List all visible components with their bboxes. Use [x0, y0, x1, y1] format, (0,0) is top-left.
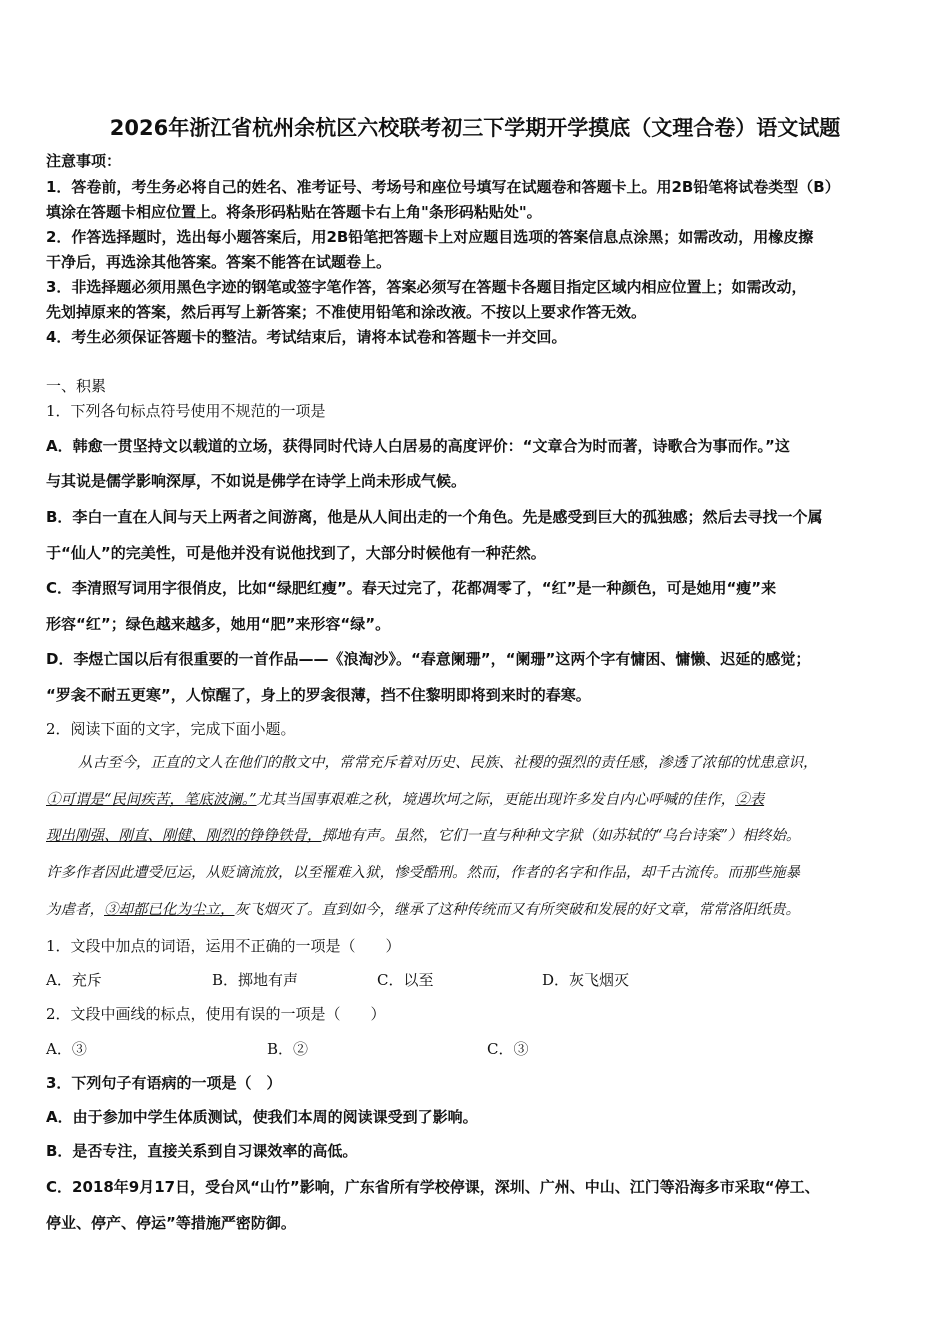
question-stem: 1．下列各句标点符号使用不规范的一项是 [46, 402, 326, 420]
passage-text: 为虐者， [46, 902, 104, 918]
passage-line [46, 900, 800, 920]
underlined-phrase-3: ③却都已化为尘立， [104, 902, 235, 918]
underlined-phrase-2: ②表 [735, 792, 765, 808]
notice-line: 3．非选择题必须用黑色字迹的钢笔或签字笔作答，答案必须写在答题卡各题目指定区域内相应位置上；如需改动， [46, 278, 807, 296]
option-line: 形容“红”；绿色越来越多，她用“肥”来形容“绿”。 [46, 615, 391, 633]
section-heading: 一、积累 [46, 377, 107, 395]
option-line: 与其说是儒学影响深厚，不如说是佛学在诗学上尚未形成气候。 [46, 472, 467, 490]
passage-text: 掷地有声。虽然，它们一直与种种文字狱（如苏轼的“乌台诗案”）相终始。 [321, 828, 801, 844]
question-stem: 2．阅读下面的文字，完成下面小题。 [46, 720, 296, 738]
notice-line: 干净后，再选涂其他答案。答案不能答在试题卷上。 [46, 253, 392, 271]
option-d[interactable]: D．灰飞烟灭 [542, 971, 630, 989]
option-b[interactable]: B．掷地有声 [212, 971, 299, 989]
question-stem: 3．下列句子有语病的一项是（ ） [46, 1074, 282, 1092]
option-line: C．2018年9月17日，受台风“山竹”影响，广东省所有学校停课，深圳、广州、中山、江门等沿海多市采取“停工、 [46, 1178, 820, 1196]
option-a[interactable]: A．③ [46, 1040, 87, 1058]
notice-line: 先划掉原来的答案，然后再写上新答案；不准使用铅笔和涂改液。不按以上要求作答无效。 [46, 303, 647, 321]
option-line: “罗衾不耐五更寒”，人惊醒了，身上的罗衾很薄，挡不住黎明即将到来时的春寒。 [46, 686, 591, 704]
notice-line: 1．答卷前，考生务必将自己的姓名、准考证号、考场号和座位号填写在试题卷和答题卡上。用2B铅笔将试卷类型（B） [46, 178, 840, 196]
option-line: 停业、停产、停运”等措施严密防御。 [46, 1214, 296, 1232]
option-c[interactable]: C．③ [487, 1040, 529, 1058]
notice-line: 填涂在答题卡相应位置上。将条形码粘贴在答题卡右上角"条形码粘贴处"。 [46, 203, 542, 221]
passage-line [46, 790, 764, 810]
page-title: 2026年浙江省杭州余杭区六校联考初三下学期开学摸底（文理合卷）语文试题 [109, 116, 841, 140]
option-c[interactable]: C．以至 [377, 971, 434, 989]
passage-text: 灰飞烟灭了。直到如今，继承了这种传统而又有所突破和发展的好文章，常常洛阳纸贵。 [234, 902, 800, 918]
sub-question-stem: 2．文段中画线的标点，使用有误的一项是（ ） [46, 1005, 386, 1023]
option-line: A．由于参加中学生体质测试，使我们本周的阅读课受到了影响。 [46, 1108, 478, 1126]
underlined-phrase-2-cont: 现出刚强、刚直、刚健、刚烈的铮铮铁骨， [46, 828, 322, 844]
option-line: C．李清照写词用字很俏皮，比如“绿肥红瘦”。春天过完了，花都凋零了，“红”是一种颜色，可是她用“瘦”来 [46, 579, 777, 597]
option-b[interactable]: B．② [267, 1040, 309, 1058]
notice-line: 2．作答选择题时，选出每小题答案后，用2B铅笔把答题卡上对应题目选项的答案信息点涂黑；如需改动，用橡皮擦 [46, 228, 814, 246]
option-line: B．李白一直在人间与天上两者之间游离，他是从人间出走的一个角色。先是感受到巨大的孤独感；然后去寻找一个属 [46, 508, 823, 526]
passage-text: 尤其当国事艰难之秋，境遇坎坷之际，更能出现许多发自内心呼喊的佳作， [256, 792, 736, 808]
option-line: 于“仙人”的完美性，可是他并没有说他找到了，大部分时候他有一种茫然。 [46, 544, 546, 562]
passage-line [46, 826, 800, 846]
notice-line: 4．考生必须保证答题卡的整洁。考试结束后，请将本试卷和答题卡一并交回。 [46, 328, 567, 346]
sub-question-stem: 1．文段中加点的词语，运用不正确的一项是（ ） [46, 937, 401, 955]
underlined-phrase-1: ①可谓是“民间疾苦，笔底波澜。” [46, 792, 257, 808]
option-line: A．韩愈一贯坚持文以载道的立场，获得同时代诗人白居易的高度评价：“文章合为时而著，诗歌合为事而作。”这 [46, 437, 790, 455]
passage-line: 许多作者因此遭受厄运，从贬谪流放，以至罹难入狱，惨受酷刑。然而，作者的名字和作品，却千古流传。而那些施暴 [46, 865, 800, 881]
option-line: B．是否专注，直接关系到自习课效率的高低。 [46, 1142, 358, 1160]
notice-heading: 注意事项： [46, 152, 122, 170]
option-line: D．李煜亡国以后有很重要的一首作品——《浪淘沙》。“春意阑珊”，“阑珊”这两个字有慵困、慵懒、迟延的感觉； [46, 650, 811, 668]
option-a[interactable]: A．充斥 [46, 971, 102, 989]
passage-line: 从古至今，正直的文人在他们的散文中，常常充斥着对历史、民族、社稷的强烈的责任感，渗透了浓郁的忧患意识， [78, 755, 818, 771]
